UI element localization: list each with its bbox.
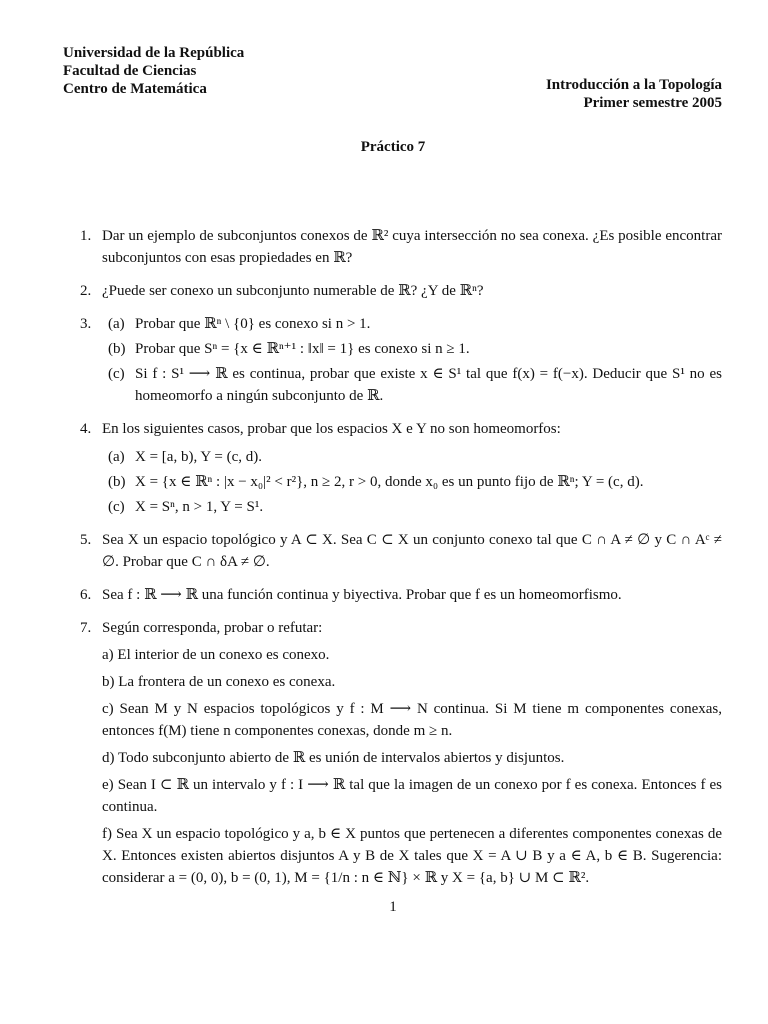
sub-item-text: Probar que ℝⁿ \ {0} es conexo si n > 1.: [135, 316, 371, 332]
exercise-text: Sea f : ℝ ⟶ ℝ una función continua y biyectiva. Probar que f es un homeomorfismo.: [102, 587, 622, 603]
exercise-number: 2.: [80, 283, 92, 299]
sub-item-label: (b): [108, 341, 126, 357]
sub-item-text: Probar que Sⁿ = {x ∈ ℝⁿ⁺¹ : ‖x‖ = 1} es conexo si n ≥ 1.: [135, 341, 470, 357]
university-name: Universidad de la República: [63, 45, 245, 61]
exercise-number: 5.: [80, 532, 92, 548]
exercise-text: Dar un ejemplo de subconjuntos conexos de ℝ² cuya intersección no sea conexa. ¿Es posible encontrar subconjuntos con esas propiedades en ℝ?: [102, 228, 722, 266]
page-number: 1: [389, 899, 397, 915]
course-header: [546, 76, 722, 112]
institution-header: [63, 44, 244, 98]
statement-e: e) Sean I ⊂ ℝ un intervalo y f : I ⟶ ℝ tal que la imagen de un conexo por f es conexa. Entonces f es continua.: [102, 777, 722, 815]
exercise-6: [80, 584, 722, 606]
statement-b: b) La frontera de un conexo es conexa.: [102, 674, 336, 690]
exercise-number: 4.: [80, 421, 92, 437]
sub-item-label: (c): [108, 366, 125, 382]
center-name: Centro de Matemática: [63, 81, 207, 97]
course-name: Introducción a la Topología: [545, 77, 722, 93]
sub-item-label: (c): [108, 499, 125, 515]
sub-item: [102, 471, 722, 493]
exercise-text: ¿Puede ser conexo un subconjunto numerable de ℝ? ¿Y de ℝⁿ?: [102, 283, 484, 299]
exercise-text: Sea X un espacio topológico y A ⊂ X. Sea C ⊂ X un conjunto conexo tal que C ∩ A ≠ ∅ y C ∩ Aᶜ ≠ ∅. Probar que C ∩ δA ≠ ∅.: [102, 532, 722, 570]
semester: Primer semestre 2005: [583, 95, 722, 111]
sub-item-text: X = [a, b), Y = (c, d).: [135, 449, 263, 465]
statement-d: d) Todo subconjunto abierto de ℝ es unión de intervalos abiertos y disjuntos.: [102, 750, 565, 766]
sub-item-label: (a): [108, 316, 125, 332]
exercise-3: [80, 313, 722, 407]
exercise-intro: Según corresponda, probar o refutar:: [102, 620, 323, 636]
exercise-number: 1.: [80, 228, 92, 244]
sub-item: [102, 496, 722, 518]
sub-item-label: (a): [108, 449, 125, 465]
exercise-1: [80, 225, 722, 269]
sub-item: [102, 338, 722, 360]
sub-item: [102, 446, 722, 468]
statement-f: f) Sea X un espacio topológico y a, b ∈ X puntos que pertenecen a diferentes componentes conexas de X. Entonces existen abiertos disjuntos A y B de X tales que X = A ∪ B y a ∈ A, b ∈ B. Sugerencia: considerar a = (0, 0), b = (0, 1), M = {1/n : n ∈ ℕ} × ℝ y X = {a, b} ∪ M ⊂ ℝ².: [102, 826, 722, 886]
exercise-number: 3.: [80, 316, 92, 332]
sub-item-text: X = {x ∈ ℝⁿ : |x − x₀|² < r²}, n ≥ 2, r > 0, donde x₀ es un punto fijo de ℝⁿ; Y = (c, d).: [135, 474, 644, 490]
exercise-number: 7.: [80, 620, 92, 636]
statement-a: a) El interior de un conexo es conexo.: [102, 647, 330, 663]
sub-item-text: Si f : S¹ ⟶ ℝ es continua, probar que existe x ∈ S¹ tal que f(x) = f(−x). Deducir que S¹ no es homeomorfo a ningún subconjunto de ℝ.: [135, 366, 722, 404]
exercise-7: [80, 617, 722, 889]
sub-item: [102, 313, 722, 335]
exercise-list: [80, 225, 722, 900]
exercise-intro: En los siguientes casos, probar que los espacios X e Y no son homeomorfos:: [102, 421, 561, 437]
exercise-2: [80, 280, 722, 302]
sub-item-text: X = Sⁿ, n > 1, Y = S¹.: [135, 499, 264, 515]
faculty-name: Facultad de Ciencias: [63, 63, 197, 79]
exercise-number: 6.: [80, 587, 92, 603]
exercise-5: [80, 529, 722, 573]
sub-item-label: (b): [108, 474, 126, 490]
sub-item: [102, 363, 722, 407]
exercise-4: [80, 418, 722, 518]
statement-c: c) Sean M y N espacios topológicos y f : M ⟶ N continua. Si M tiene m componentes conexas, entonces f(M) tiene n componentes conexas, donde m ≥ n.: [102, 701, 722, 739]
page-title: Práctico 7: [360, 139, 426, 155]
